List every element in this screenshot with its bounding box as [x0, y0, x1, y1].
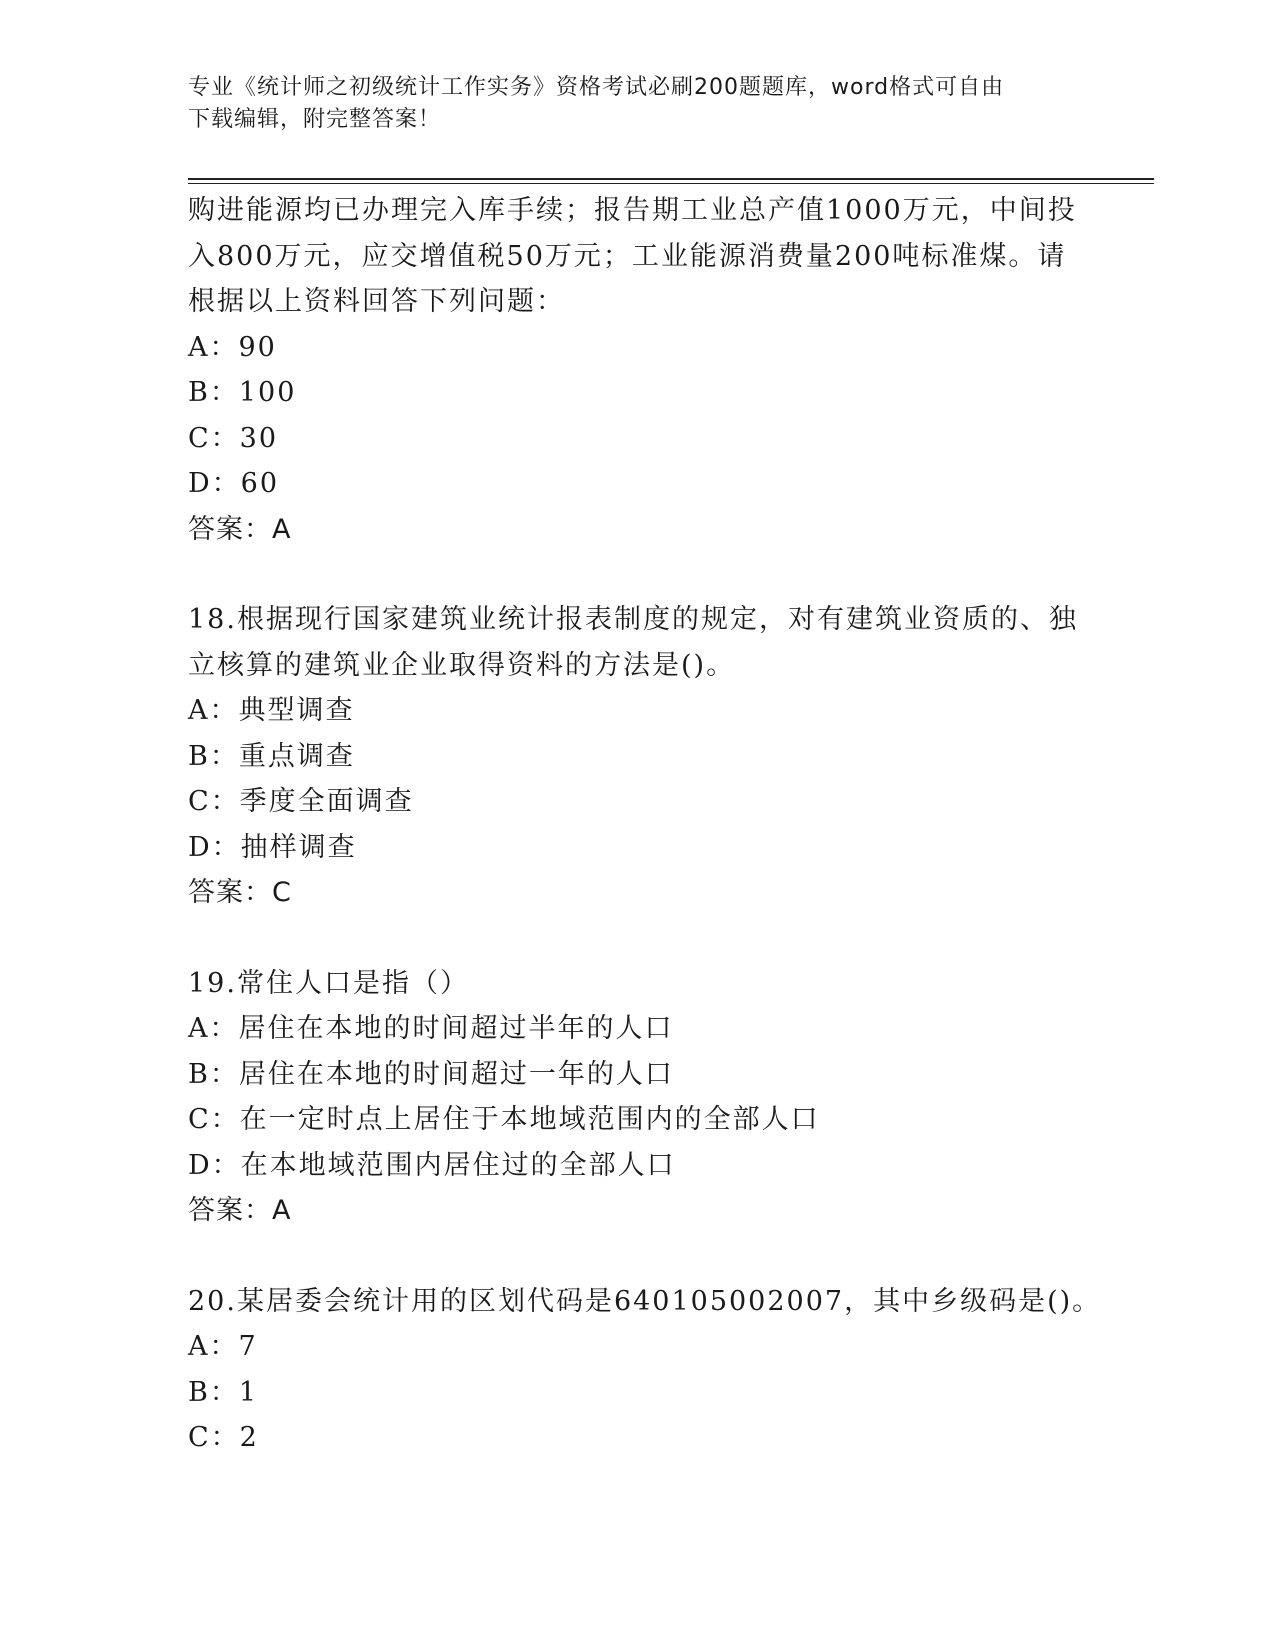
option-b: B：100 [188, 377, 297, 408]
question-19 [188, 961, 1088, 1234]
document-body [188, 188, 1102, 1461]
question-text-line: 购进能源均已办理完入库手续；报告期工业总产值1000万元，中间投 [188, 195, 1077, 226]
document-header [188, 72, 1088, 136]
option-b: B：重点调查 [188, 740, 355, 772]
question-18 [188, 597, 1088, 916]
header-line-2: 下载编辑，附完整答案！ [188, 107, 442, 132]
option-b: B：1 [188, 1376, 259, 1408]
answer: 答案：A [188, 1195, 292, 1226]
option-d: D：抽样调查 [188, 831, 357, 863]
spacer [188, 1234, 1088, 1279]
option-d: D：60 [188, 468, 280, 499]
header-divider [188, 178, 1154, 180]
question-17 [188, 188, 1088, 552]
spacer [188, 552, 1088, 597]
question-text-line: 19.常住人口是指（） [188, 967, 469, 999]
option-d: D：在本地域范围内居住过的全部人口 [188, 1149, 676, 1181]
question-text-line: 根据以上资料回答下列问题： [188, 286, 565, 317]
spacer [188, 916, 1088, 961]
header-line-1: 专业《统计师之初级统计工作实务》资格考试必刷200题题库，word格式可自由 [188, 75, 1005, 100]
answer: 答案：A [188, 513, 292, 545]
option-c: C：30 [188, 422, 279, 454]
header-divider-thin [188, 183, 1154, 184]
option-a: A：90 [188, 331, 277, 363]
option-a: A：7 [188, 1331, 258, 1362]
answer: 答案：C [188, 877, 292, 908]
question-text-line: 18.根据现行国家建筑业统计报表制度的规定，对有建筑业资质的、独 [188, 604, 1078, 635]
option-c: C：在一定时点上居住于本地域范围内的全部人口 [188, 1104, 820, 1135]
option-c: C：2 [188, 1422, 259, 1453]
question-text-line: 入800万元，应交增值税50万元；工业能源消费量200吨标准煤。请 [188, 240, 1067, 272]
option-b: B：居住在本地的时间超过一年的人口 [188, 1058, 674, 1090]
question-text-line: 20.某居委会统计用的区划代码是640105002007，其中乡级码是()。 [188, 1285, 1102, 1317]
question-text-line: 立核算的建筑业企业取得资料的方法是()。 [188, 649, 736, 681]
option-a: A：居住在本地的时间超过半年的人口 [188, 1013, 674, 1044]
question-20 [188, 1279, 1102, 1461]
option-a: A：典型调查 [188, 695, 355, 726]
option-c: C：季度全面调查 [188, 786, 414, 817]
